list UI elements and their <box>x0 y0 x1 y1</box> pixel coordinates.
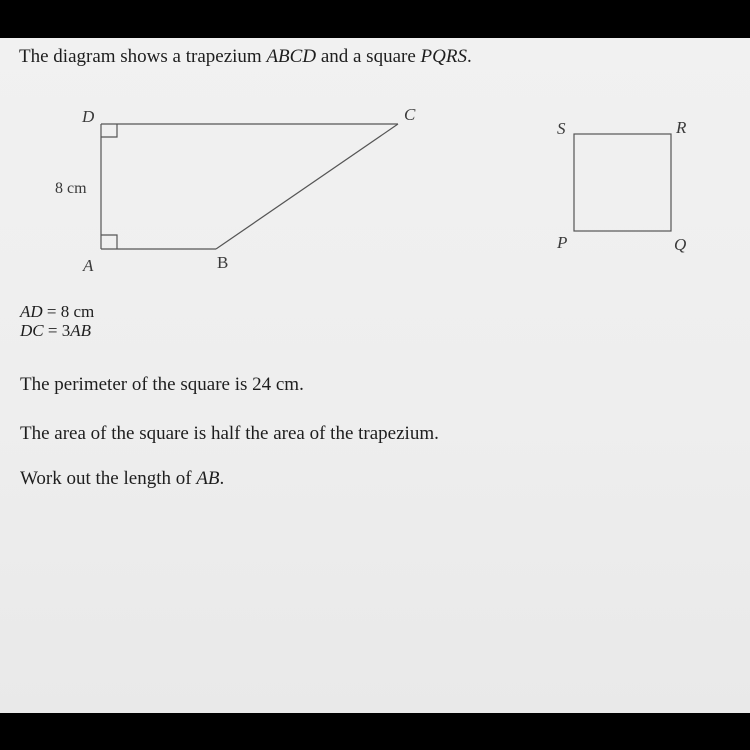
square-pqrs <box>574 134 671 231</box>
right-angle-mark-d <box>101 124 117 137</box>
vertex-label-c: C <box>404 105 416 124</box>
vertex-label-a: A <box>83 256 94 275</box>
vertex-label-b: B <box>217 253 229 272</box>
side-length-label: 8 cm <box>55 180 87 197</box>
trapezium-abcd <box>101 124 398 249</box>
vertex-label-r: R <box>676 118 687 137</box>
vertex-label-d: D <box>82 107 95 126</box>
task-statement: Work out the length of AB. <box>20 468 225 489</box>
vertex-label-q: Q <box>674 235 687 254</box>
vertex-label-s: S <box>557 119 566 138</box>
side-bc <box>216 124 398 249</box>
square-name: PQRS <box>420 46 467 67</box>
given-ad: AD = 8 cm <box>20 302 95 321</box>
diagram <box>0 38 750 298</box>
area-statement: The area of the square is half the area of the trapezium. <box>20 423 439 444</box>
trapezium-name: ABCD <box>266 46 317 67</box>
right-angle-mark-a <box>101 235 117 249</box>
given-dc: DC = 3AB <box>20 321 91 340</box>
intro-text: The diagram shows a trapezium ABCD and a square PQRS. <box>19 46 472 67</box>
worksheet-page <box>0 38 750 713</box>
perimeter-statement: The perimeter of the square is 24 cm. <box>20 374 304 395</box>
vertex-label-p: P <box>557 233 568 252</box>
